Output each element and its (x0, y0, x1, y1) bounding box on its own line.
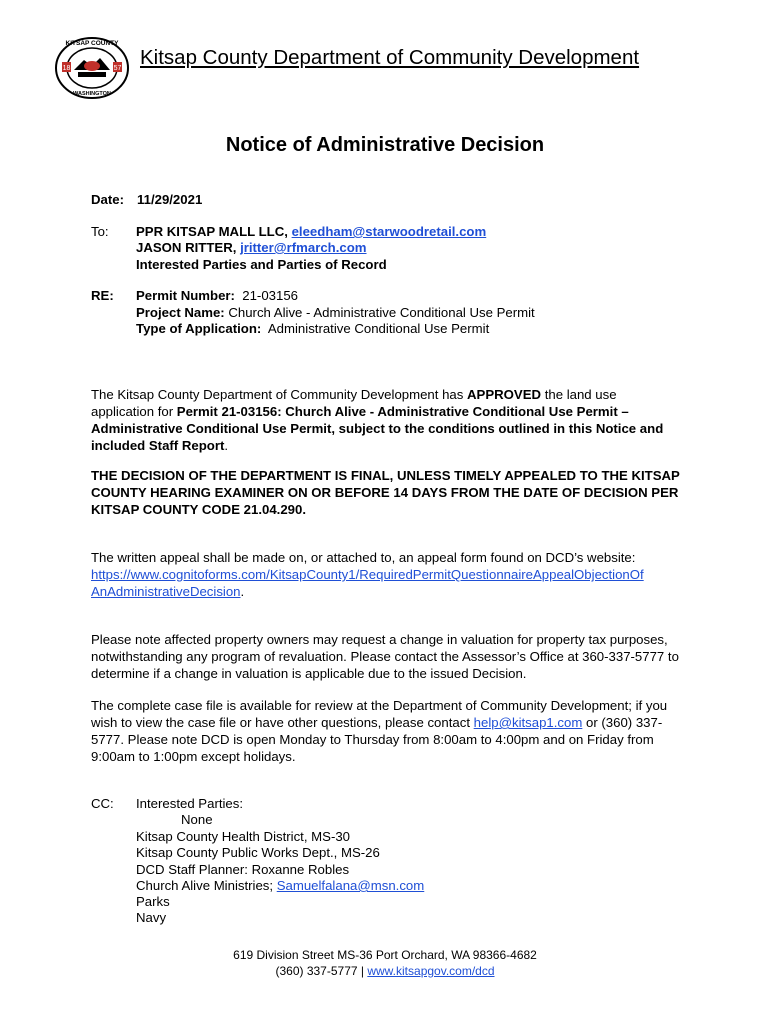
footer-phone: (360) 337-5777 (275, 964, 358, 978)
cc-none: None (181, 812, 213, 827)
to-label: To: (91, 224, 109, 239)
approved-text: APPROVED (467, 387, 542, 402)
notice-title: Notice of Administrative Decision (225, 134, 545, 156)
case-file-text: The complete case file is available for review at the Department of Community Development; if you wish to view the case file or have other questions, please contact (91, 698, 668, 730)
appeal-text: The written appeal shall be made on, or attached to, an appeal form found on DCD’s website: (91, 550, 636, 565)
cc-public-works: Kitsap County Public Works Dept., MS-26 (136, 845, 380, 860)
appeal-form-link-part1[interactable]: https://www.cognitoforms.com/KitsapCounty1/RequiredPermitQuestionnaireAppealObjectionOf (91, 567, 644, 582)
approval-paragraph (91, 386, 681, 454)
footer-address: 619 Division Street MS-36 Port Orchard, WA 98366-4682 (233, 948, 537, 962)
county-seal-logo (54, 36, 130, 100)
approval-text-end: . (224, 438, 229, 453)
approval-text-mid: the land use application for (91, 387, 617, 419)
recipient-1 (136, 223, 486, 240)
cc-staff-planner: DCD Staff Planner: Roxanne Robles (136, 862, 350, 877)
final-decision-paragraph: THE DECISION OF THE DEPARTMENT IS FINAL, UNLESS TIMELY APPEALED TO THE KITSAP COUNTY HEARING EXAMINER ON OR BEFORE 14 DAYS FROM THE DATE OF DECISION PER KITSAP COUNTY CODE 21.04.290. (91, 468, 680, 517)
cc-church-email-link[interactable]: Samuelfalana@msn.com (276, 878, 425, 893)
footer-contact (0, 963, 770, 979)
cc-label: CC: (91, 796, 114, 811)
project-name-line (136, 304, 535, 321)
recipient-1-name: PPR KITSAP MALL LLC, (136, 224, 288, 239)
valuation-paragraph: Please note affected property owners may request a change in valuation for property tax purposes, notwithstanding any program of revaluation. Please contact the Assessor’s Office at 360-337-5777 to determine if a change in valuation is applicable due to the issued Decision. (91, 632, 679, 681)
application-type-line (136, 320, 489, 337)
seal-top-text: KITSAP COUNTY (65, 40, 119, 47)
seal-left-year: 18 (62, 65, 71, 72)
recipient-2-email-link[interactable]: jritter@rfmarch.com (240, 240, 367, 255)
cc-parks: Parks (136, 894, 170, 909)
appeal-text-end: . (240, 584, 245, 599)
footer-separator: | (357, 964, 368, 978)
application-type-value: Administrative Conditional Use Permit (267, 321, 490, 336)
cc-navy: Navy (136, 910, 167, 925)
application-type-label: Type of Application: (136, 321, 262, 336)
cc-church-alive (136, 877, 424, 894)
seal-right-year: 57 (113, 65, 122, 72)
approval-text-intro: The Kitsap County Department of Community Development has (91, 387, 468, 402)
date-value: 11/29/2021 (137, 192, 203, 207)
recipient-2-name: JASON RITTER, (136, 240, 237, 255)
permit-number-line (136, 287, 298, 304)
appeal-paragraph (91, 549, 691, 600)
date-label: Date: (91, 192, 124, 207)
case-file-paragraph (91, 697, 681, 765)
interested-parties-of-record: Interested Parties and Parties of Record (136, 257, 387, 272)
permit-number-value: 21-03156 (242, 288, 298, 303)
project-name-label: Project Name: (136, 305, 225, 320)
approval-permit-text: Permit 21-03156: Church Alive - Administrative Conditional Use Permit – Administrative Conditional Use Permit (91, 404, 629, 436)
cc-health-district: Kitsap County Health District, MS-30 (136, 829, 351, 844)
recipient-2 (136, 239, 367, 256)
department-title: Kitsap County Department of Community Development (140, 46, 640, 69)
appeal-form-link-part2[interactable]: AnAdministrativeDecision (91, 584, 241, 599)
permit-number-label: Permit Number: (136, 288, 235, 303)
approval-conditions-text: , subject to the conditions outlined in this Notice and included Staff Report (91, 421, 664, 453)
case-file-hours-text: or (360) 337-5777. Please note DCD is open Monday to Thursday from 8:00am to 4:00pm and on Friday from 9:00am to 1:00pm except holidays. (91, 715, 663, 764)
seal-bottom-text: WASHINGTON (73, 91, 111, 97)
cc-interested-parties: Interested Parties: (136, 796, 244, 811)
footer-website-link[interactable]: www.kitsapgov.com/dcd (367, 964, 495, 978)
cc-church-alive-name: Church Alive Ministries; (136, 878, 277, 893)
re-label: RE: (91, 288, 114, 303)
recipient-1-email-link[interactable]: eleedham@starwoodretail.com (291, 224, 487, 239)
help-email-link[interactable]: help@kitsap1.com (473, 715, 583, 730)
project-name-value: Church Alive - Administrative Conditional Use Permit (228, 305, 535, 320)
